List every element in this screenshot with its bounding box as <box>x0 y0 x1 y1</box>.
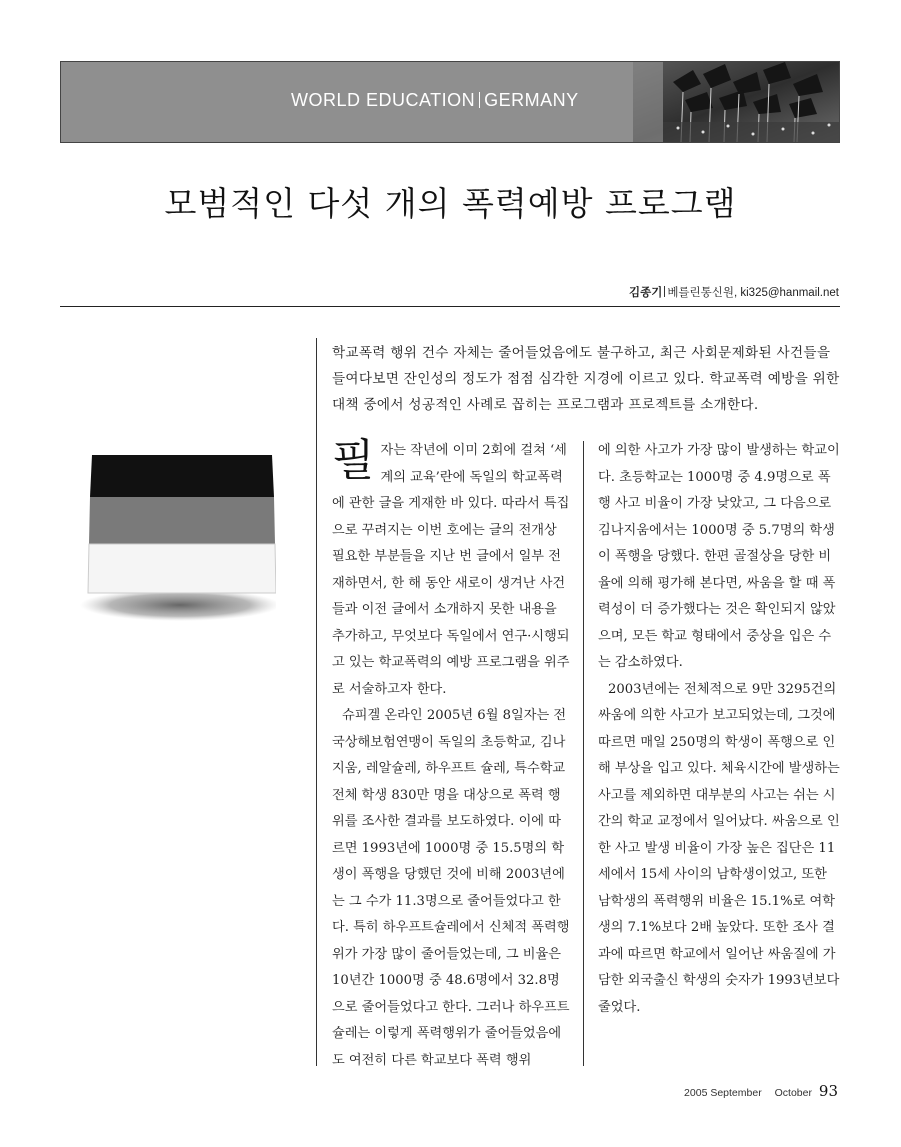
drop-cap: 필 <box>332 435 375 486</box>
column-divider-middle <box>583 441 584 1066</box>
german-flag-illustration <box>76 455 276 625</box>
flag-shadow <box>80 589 276 621</box>
column-divider-left <box>316 338 317 1066</box>
footer-year: 2005 <box>684 1087 708 1099</box>
author-name: 김종기 <box>629 287 663 299</box>
author-affiliation: 베를린통신원, ki325@hanmail.net <box>667 287 839 299</box>
flag-white-stripe <box>88 544 276 593</box>
body-paragraph: 2003년에는 전체적으로 9만 3295건의 싸움에 의한 사고가 보고되었는데, 그것에 따르면 매일 250명의 학생이 폭행으로 인해 부상을 입고 있다. 체육시간에 발생하는 사고를 제외하면 대부분의 사고는 쉬는 시간의 학교 교정에서 일어났다. 싸움으로 인한 사고 발생 비율이 가장 높은 집단은 11세에서 15세 사이의 남학생이었고, 또한 남학생의 폭력행위 비율은 15.1%로 여학생의 7.1%보다 2배 높았다. 또한 조사 결과에 따르면 학교에서 일어난 싸움질에 가담한 외국출신 학생의 숫자가 1993년보다 줄었다. <box>598 681 840 1015</box>
lead-paragraph: 학교폭력 행위 건수 자체는 줄어들었음에도 불구하고, 최근 사회문제화된 사건들을 들여다보면 잔인성의 정도가 점점 심각한 지경에 이르고 있다. 학교폭력 예방을 위한 대책 중에서 성공적인 사례로 꼽히는 프로그램과 프로젝트를 소개한다. <box>332 345 840 413</box>
header-photo <box>633 62 839 142</box>
body-paragraph: 에 의한 사고가 가장 많이 발생하는 학교이다. 초등학교는 1000명 중 4.9명으로 폭행 사고 비율이 가장 낮았고, 그 다음으로 김나지움에서는 1000명 중 5.7명의 학생이 폭행을 당했다. 한편 골절상을 당한 비율에 의해 평가해 본다면, 싸움을 할 때 폭력성이 더 증가했다는 것은 확인되지 않았으며, 모든 학교 형태에서 중상을 입은 수는 감소하였다. <box>598 443 840 670</box>
body-column-1 <box>332 435 572 1074</box>
body-paragraph: 슈피겔 온라인 2005년 6월 8일자는 전국상해보험연맹이 독일의 초등학교, 김나지움, 레알슐레, 하우프트 슐레, 특수학교 전체 학생 830만 명을 대상으로 폭력 행위를 조사한 결과를 보도하였다. 이에 따르면 1993년에 1000명 중 15.5명의 학생이 폭행을 당했던 것에 비해 2003년에는 그 수가 11.3명으로 줄어들었다고 한다. 특히 하우프트슐레에서 신체적 폭력행위가 가장 많이 줄어들었는데, 그 비율은 10년간 1000명 중 48.6명에서 32.8명으로 줄어들었다고 한다. 그러나 하우프트슐레는 이렇게 폭력행위가 줄어들었음에도 여전히 다른 학교보다 폭력 행위 <box>332 708 570 1068</box>
body-paragraph <box>332 435 572 703</box>
byline-divider <box>664 286 665 297</box>
article-title: 모범적인 다섯 개의 폭력예방 프로그램 <box>164 184 737 223</box>
page-number: 93 <box>818 1082 838 1100</box>
flag-black-stripe <box>90 455 274 497</box>
footer-month-2: October <box>774 1087 812 1099</box>
header-banner <box>60 61 840 143</box>
section-name: WORLD EDUCATION <box>291 90 476 110</box>
byline <box>629 284 839 300</box>
header-divider <box>479 92 480 108</box>
page-footer <box>684 1082 838 1100</box>
section-label <box>291 90 621 111</box>
body-column-2 <box>598 438 841 1021</box>
footer-month-1: September <box>710 1087 762 1099</box>
flag-gray-stripe <box>89 497 275 544</box>
section-country: GERMANY <box>484 90 579 110</box>
paragraph-text: 자는 작년에 이미 2회에 걸쳐 ‘세계의 교육’란에 독일의 학교폭력에 관한 글을 게재한 바 있다. 따라서 특집으로 꾸려지는 이번 호에는 글의 전개상 필요한 부분들을 지난 번 글에서 일부 전재하면서, 한 해 동안 새로이 생겨난 사건들과 이전 글에서 소개하지 못한 내용을 추가하고, 무엇보다 독일에서 연구·시행되고 있는 학교폭력의 예방 프로그램을 위주로 서술하고자 한다. <box>332 443 570 697</box>
title-rule <box>60 306 840 307</box>
